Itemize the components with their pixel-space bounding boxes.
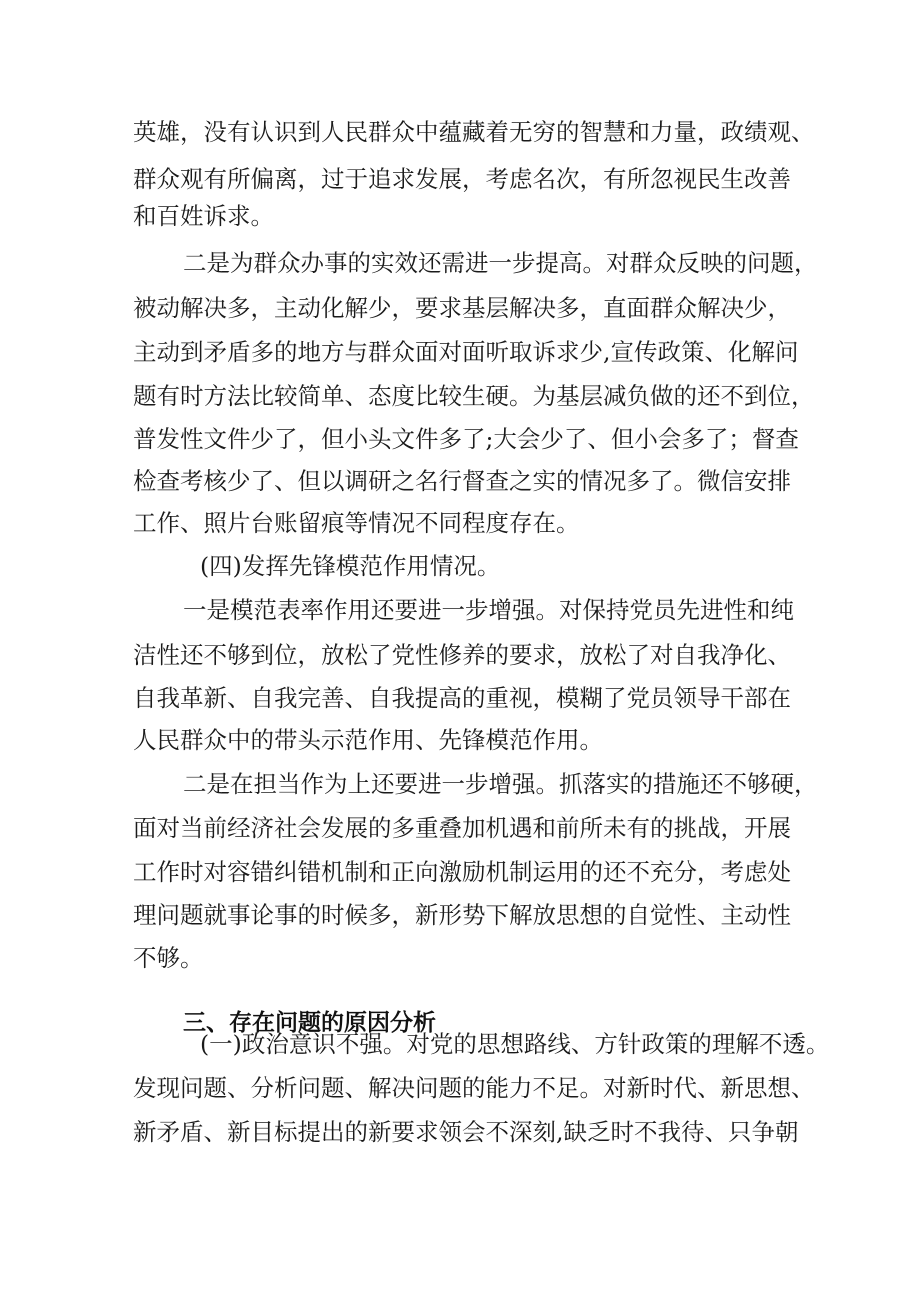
paragraph-line: 自我革新、自我完善、自我提高的重视，模糊了党员领导干部在 xyxy=(133,684,791,712)
paragraph-line: 理问题就事论事的时候多，新形势下解放思想的自觉性、主动性 xyxy=(133,901,791,929)
section-subheading: (四)发挥先锋模范作用情况。 xyxy=(200,552,501,580)
paragraph-line: 和百姓诉求。 xyxy=(133,202,274,230)
paragraph-line: 一是模范表率作用还要进一步增强。对保持党员先进性和纯 xyxy=(183,596,794,624)
paragraph-line: 主动到矛盾多的地方与群众面对面听取诉求少,宣传政策、化解问 xyxy=(133,338,799,366)
paragraph-line: 题有时方法比较简单、态度比较生硬。为基层减负做的还不到位， xyxy=(133,382,815,410)
paragraph-line: (一)政治意识不强。对党的思想路线、方针政策的理解不透。 xyxy=(200,1030,830,1058)
paragraph-line: 普发性文件少了，但小头文件多了;大会少了、但小会多了；督查 xyxy=(133,425,799,453)
paragraph-line: 群众观有所偏离，过于追求发展，考虑名次，有所忽视民生改善 xyxy=(133,165,791,193)
paragraph-line: 不够。 xyxy=(133,944,204,972)
paragraph-line: 发现问题、分析问题、解决问题的能力不足。对新时代、新思想、 xyxy=(133,1074,815,1102)
paragraph-line: 新矛盾、新目标提出的新要求领会不深刻,缺乏时不我待、只争朝 xyxy=(133,1118,799,1146)
paragraph-line: 洁性还不够到位，放松了党性修养的要求，放松了对自我净化、 xyxy=(133,641,791,669)
paragraph-line: 工作、照片台账留痕等情况不同程度存在。 xyxy=(133,509,580,537)
paragraph-line: 面对当前经济社会发展的多重叠加机遇和前所未有的挑战，开展 xyxy=(133,814,791,842)
paragraph-line: 检查考核少了、但以调研之名行督查之实的情况多了。微信安排 xyxy=(133,467,791,495)
paragraph-line: 被动解决多，主动化解少，要求基层解决多，直面群众解决少， xyxy=(133,294,791,322)
paragraph-line: 二是在担当作为上还要进一步增强。抓落实的措施还不够硬， xyxy=(183,770,818,798)
paragraph-line: 英雄，没有认识到人民群众中蕴藏着无穷的智慧和力量，政绩观、 xyxy=(133,118,815,146)
section-heading: 三、存在问题的原因分析 xyxy=(183,1010,436,1036)
paragraph-line: 工作时对容错纠错机制和正向激励机制运用的还不充分，考虑处 xyxy=(133,858,791,886)
paragraph-line: 人民群众中的带头示范作用、先锋模范作用。 xyxy=(133,726,603,754)
paragraph-line: 二是为群众办事的实效还需进一步提高。对群众反映的问题， xyxy=(183,249,818,277)
